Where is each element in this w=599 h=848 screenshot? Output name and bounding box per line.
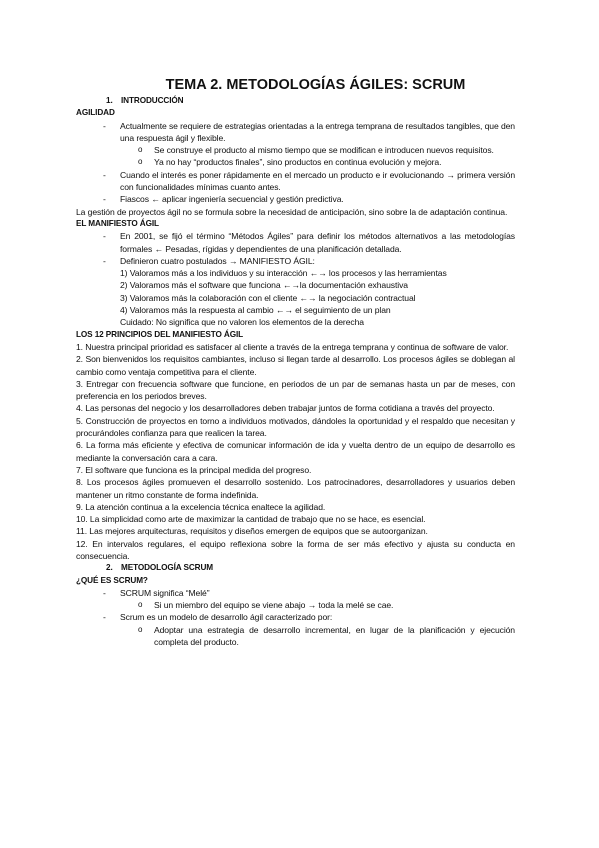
list-item [103,230,515,255]
page-title: TEMA 2. METODOLOGÍAS ÁGILES: SCRUM [165,77,466,93]
dash-bullet: - [103,169,106,180]
sub-list-item-text: Se construye el producto al mismo tiempo que se modifican e introducen nuevos requisitos. [154,145,494,156]
section-1-number: 1. [106,96,113,105]
principle-item: 3. Entregar con frecuencia software que funcione, en periodos de un par de semanas hasta un par de meses, con preferencia en los periodos breves. [76,378,515,402]
sub-list-item-text: Adoptar una estrategia de desarrollo incremental, en lugar de la planificación y ejecución completa del producto. [154,624,515,648]
principios-heading: LOS 12 PRINCIPIOS DEL MANIFIESTO ÁGIL [76,329,244,339]
postulado-1: 1) Valoramos más a los individuos y su interacción ←→ los procesos y las herramientas [120,268,447,279]
principles-list [76,341,515,562]
agilidad-closing-paragraph: La gestión de proyectos ágil no se formula sobre la necesidad de anticipación, sino sobre la de adaptación continua. [76,206,508,217]
sub-list-item [138,156,515,168]
list-item-text: Actualmente se requiere de estrategias orientadas a la entrega temprana de resultados tangibles, que den una respuesta ágil y flexible. [120,120,515,143]
principle-item: 8. Los procesos ágiles promueven el desarrollo sostenido. Los patrocinadores, desarrolladores y usuarios deben mantener un ritmo constante de forma indefinida. [76,477,515,500]
sub-list-item [138,144,515,156]
list-item-text: Definieron cuatro postulados → MANIFIESTO ÁGIL: [120,255,315,266]
principle-item: 12. En intervalos regulares, el equipo reflexiona sobre la forma de ser más efectivo y ajusta su conducta en consecuencia. [76,538,515,561]
postulado-3: 3) Valoramos más la colaboración con el cliente ←→ la negociación contractual [120,292,416,303]
principle-item: 1. Nuestra principal prioridad es satisfacer al cliente a través de la entrega temprana y continua de software de valor. [76,341,509,352]
list-item-text: En 2001, se fijó el término “Métodos Ágiles” para definir los métodos alternativos a las metodologías formales ← Pesadas, rígidas y dependientes de una planificación detallada. [120,231,515,254]
section-2-title: METODOLOGÍA SCRUM [121,563,213,573]
postulado-4: 4) Valoramos más la respuesta al cambio ←→ el seguimiento de un plan [120,305,391,316]
principle-item: 4. Las personas del negocio y los desarrolladores deben trabajar juntos de forma cotidiana a través del proyecto. [76,403,495,414]
principle-item: 9. La atención continua a la excelencia técnica enaltece la agilidad. [76,501,326,512]
sub-list-item [138,599,515,611]
postulados-note: Cuidado: No significa que no valoren los elementos de la derecha [120,317,364,328]
section-1-heading [86,95,515,107]
dash-bullet: - [103,612,106,623]
principle-item: 7. El software que funciona es la principal medida del progreso. [76,464,312,475]
principle-item: 6. La forma más eficiente y efectiva de comunicar información de ida y vuelta dentro de un equipo de desarrollo es mediante la conversación cara a cara. [76,440,515,463]
section-2-heading [86,562,515,574]
dash-bullet: - [103,194,106,205]
dash-bullet: - [103,255,106,266]
list-item [103,169,515,194]
list-item [103,120,515,169]
list-item [103,193,515,205]
circle-bullet: o [138,624,143,634]
postulados-list [120,267,515,328]
sub-list-item [138,624,515,649]
list-item [103,587,515,612]
manifiesto-heading: EL MANIFIESTO ÁGIL [76,218,159,228]
postulado-2: 2) Valoramos más el software que funciona ←→la documentación exhaustiva [120,280,408,291]
list-item-text: Scrum es un modelo de desarrollo ágil caracterizado por: [120,612,333,623]
list-item [103,255,515,329]
principle-item: 5. Construcción de proyectos en torno a individuos motivados, dándoles la oportunidad y el respaldo que necesitan y procurándoles confianza para que realicen la tarea. [76,415,515,439]
section-2-number: 2. [106,563,113,573]
list-item [103,611,515,648]
dash-bullet: - [103,231,106,242]
dash-bullet: - [103,120,106,131]
sub-list-item-text: Ya no hay “productos finales”, sino productos en continua evolución y mejora. [154,157,442,168]
dash-bullet: - [103,587,106,598]
circle-bullet: o [138,145,143,155]
list-item-text: Fiascos ← aplicar ingeniería secuencial y gestión predictiva. [120,194,344,205]
principle-item: 11. Las mejores arquitecturas, requisitos y diseños emergen de equipos que se autoorganizan. [76,526,428,537]
principle-item: 10. La simplicidad como arte de maximizar la cantidad de trabajo que no se hace, es esencial. [76,514,426,525]
list-item-text: SCRUM significa “Melé” [120,587,210,598]
list-item-text: Cuando el interés es poner rápidamente en el mercado un producto e ir evolucionando → primera versión con funcionalidades mínimas cuanto antes. [120,169,515,193]
agilidad-heading: AGILIDAD [76,108,115,118]
document-body [76,76,515,648]
circle-bullet: o [138,157,143,167]
que-es-scrum-heading: ¿QUÉ ES SCRUM? [76,575,148,585]
circle-bullet: o [138,600,143,610]
section-1-title: INTRODUCCIÓN [121,96,184,105]
principle-item: 2. Son bienvenidos los requisitos cambiantes, incluso si llegan tarde al desarrollo. Los procesos ágiles se doblegan al cambio como ventaja competitiva para el cliente. [76,354,515,377]
sub-list-item-text: Si un miembro del equipo se viene abajo → toda la melé se cae. [154,600,394,611]
